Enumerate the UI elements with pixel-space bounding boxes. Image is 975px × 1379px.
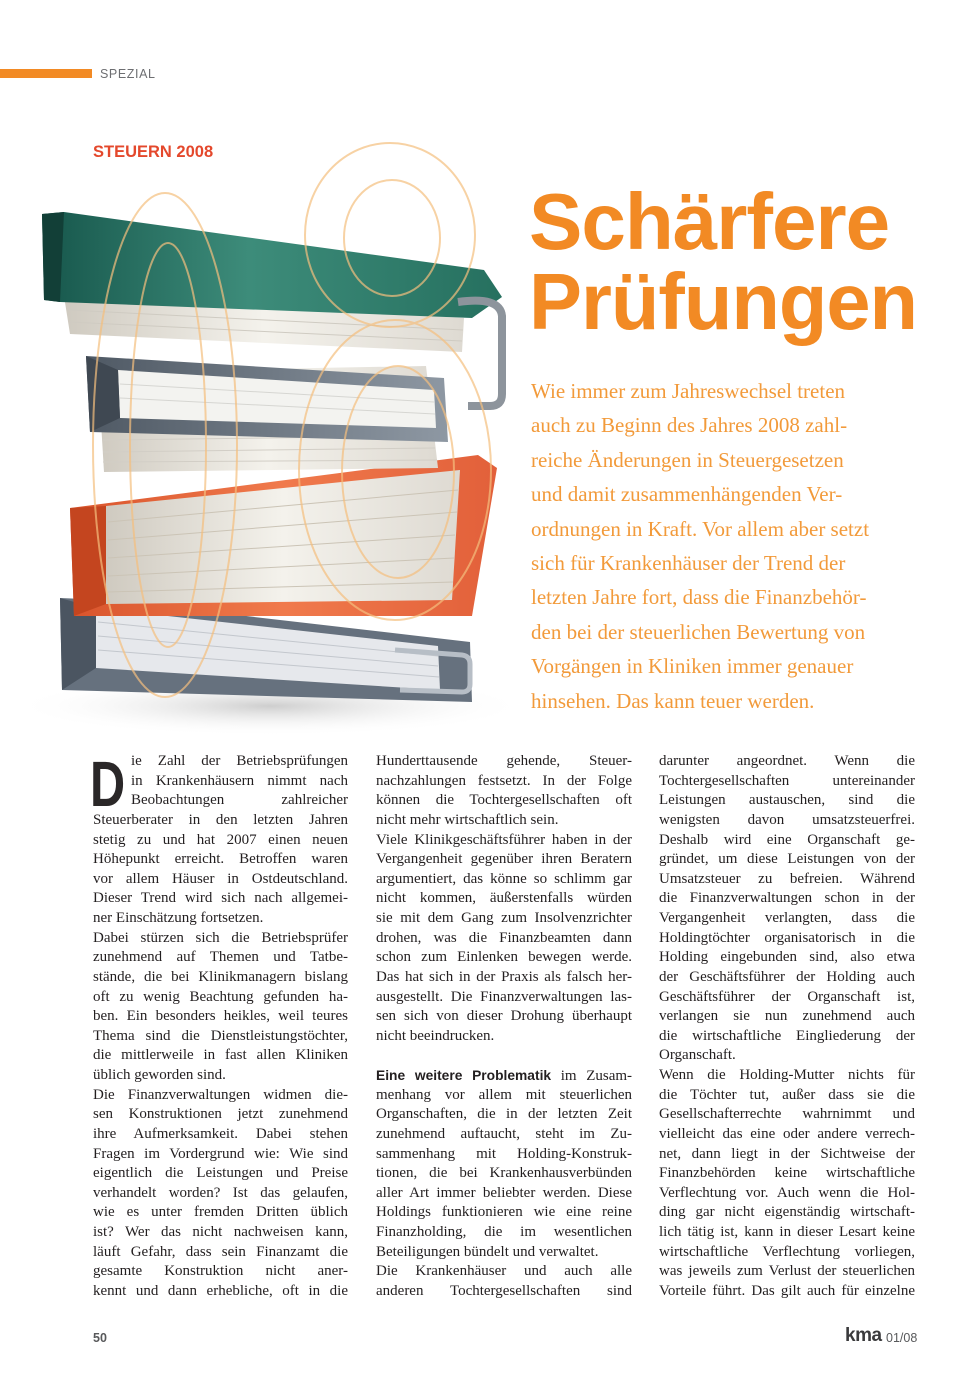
line-text: können die Tochtergesellschaften oft xyxy=(376,792,632,809)
text-line xyxy=(93,791,348,811)
line-text: ben. Ein besonders heikles, weil teures xyxy=(93,1008,348,1025)
text-line xyxy=(376,1007,632,1027)
line-text: Die Krankenhäuser und auch alle xyxy=(376,1263,632,1280)
text-line xyxy=(376,948,632,968)
lead-in: Eine weitere Problematik xyxy=(376,1068,552,1083)
line-text: Steuerberater in den letzten Jahren xyxy=(93,811,348,828)
title-line: Prüfungen xyxy=(529,257,917,346)
line-text: der Geschäftsführer der Holding auch xyxy=(659,968,915,985)
text-line xyxy=(93,1262,348,1282)
line-text: kennt und dann erhebliche, oft in die xyxy=(93,1282,348,1299)
text-line xyxy=(659,1262,915,1282)
line-text: was jeweils zum Verlust der steuerlichen xyxy=(659,1263,915,1280)
paragraph xyxy=(93,1086,348,1302)
text-line xyxy=(93,988,348,1008)
text-line xyxy=(93,968,348,988)
text-line xyxy=(93,948,348,968)
line-text: darunter angeordnet. Wenn die xyxy=(659,753,915,769)
lead-line: auch zu Beginn des Jahres 2008 zahl- xyxy=(531,413,848,438)
text-line xyxy=(659,948,915,968)
lead-line: und damit zusammenhängenden Ver- xyxy=(531,482,843,507)
section-label: SPEZIAL xyxy=(100,67,156,81)
text-line xyxy=(659,1282,915,1302)
text-line xyxy=(93,1223,348,1243)
text-line xyxy=(659,988,915,1008)
text-line xyxy=(376,1027,632,1047)
text-line xyxy=(659,1007,915,1027)
line-text: Wenn die Holding-Mutter nichts für xyxy=(659,1067,915,1083)
lead-line: letzten Jahre fort, dass die Finanzbehör- xyxy=(531,585,867,610)
text-line xyxy=(659,1086,915,1106)
text-line xyxy=(376,1184,632,1204)
text-line xyxy=(376,1243,632,1263)
text-line xyxy=(93,1282,348,1302)
lead-line: hinsehen. Das kann teuer werden. xyxy=(531,688,815,713)
text-line xyxy=(93,752,348,772)
text-line xyxy=(376,870,632,890)
text-line xyxy=(93,850,348,870)
line-text: ausgestellt. Die Finanzverwaltungen las- xyxy=(376,988,632,1005)
line-text: Geschäftsführer der Organschaft ist, xyxy=(659,988,915,1005)
text-line xyxy=(376,1223,632,1243)
line-text: läuft Gefahr, dass sein Finanzamt die xyxy=(93,1243,348,1260)
text-line xyxy=(659,929,915,949)
text-line xyxy=(659,1203,915,1223)
line-text: gesamte Konstruktion nicht aner- xyxy=(93,1263,348,1280)
line-text: ding gar nicht eigenständig wirtschaft- xyxy=(659,1204,915,1221)
article-column-3 xyxy=(659,752,915,1302)
text-line xyxy=(93,1125,348,1145)
text-line xyxy=(659,811,915,831)
line-text: stände, die bei Klinikmanagern bislang xyxy=(93,968,348,985)
line-text: gründet, um diese Leistungen von der xyxy=(659,851,915,868)
text-line xyxy=(376,1066,632,1086)
text-line xyxy=(376,968,632,988)
kicker-heading: STEUERN 2008 xyxy=(93,143,214,161)
line-text: üblich geworden sind. xyxy=(93,1067,226,1083)
line-text: zunehmend auf Themen und Tatbe- xyxy=(93,949,348,966)
article-column-1 xyxy=(93,752,348,1302)
line-text: Beobachtungen zahlreicher xyxy=(131,792,348,809)
lead-line: den bei der steuerlichen Bewertung von xyxy=(531,619,866,644)
text-line xyxy=(659,791,915,811)
line-text: Organschaft. xyxy=(659,1047,736,1064)
line-text: Die Finanzverwaltungen widmen die- xyxy=(93,1086,348,1103)
line-text: Thema sind die Dienstleistungstöchter, xyxy=(93,1027,348,1044)
lead-line: ordnungen in Kraft. Vor allem aber setzt xyxy=(531,516,870,541)
text-line xyxy=(93,1164,348,1184)
text-line xyxy=(376,1105,632,1125)
text-line xyxy=(376,909,632,929)
line-text: aller Art immer beliebter werden. Diese xyxy=(376,1184,632,1201)
line-text: drohen, was die Finanzbeamten dann xyxy=(376,929,632,946)
line-text: Vergangenheit verlangten, dass die xyxy=(659,910,915,926)
line-text: stetig zu und hat 2007 einen neuen xyxy=(93,831,348,848)
line-text: sie mit dem Gang zum Insolvenzrichter xyxy=(376,910,632,926)
text-line xyxy=(93,1105,348,1125)
magazine-logo: kma xyxy=(845,1325,882,1346)
text-line xyxy=(659,752,915,772)
line-text: Gesellschafterrechte wahrnimmt und xyxy=(659,1106,915,1123)
paragraph xyxy=(376,1066,632,1262)
line-text: die Finanzverwaltungen schon in der xyxy=(659,890,915,907)
text-line xyxy=(376,831,632,851)
line-text: sen sich von dieser Drohung überhaupt xyxy=(376,1008,632,1025)
text-line xyxy=(376,752,632,772)
text-line xyxy=(93,889,348,909)
text-line xyxy=(93,1027,348,1047)
drop-cap: D xyxy=(90,748,126,820)
text-line xyxy=(93,1046,348,1066)
page-number: 50 xyxy=(93,1331,107,1345)
line-text: wenigsten davon umsatzsteuerfrei. xyxy=(659,811,915,828)
paragraph xyxy=(376,752,632,831)
paragraph xyxy=(93,929,348,1086)
binder-stack-illustration xyxy=(0,120,530,740)
line-text: menhang vor allem mit steuerlichen xyxy=(376,1086,632,1103)
line-text: Umsatzsteuer zu befreien. Während xyxy=(659,870,915,887)
text-line xyxy=(93,870,348,890)
text-line xyxy=(659,1223,915,1243)
article-column-2 xyxy=(376,752,632,1302)
text-line xyxy=(659,850,915,870)
text-line xyxy=(93,929,348,949)
binder-pages xyxy=(106,470,460,604)
line-text: Höhepunkt erreicht. Betroffen waren xyxy=(93,851,348,868)
line-text: zunehmend auftaucht, steht im Zu- xyxy=(376,1125,632,1142)
line-text: ner Einschätzung fortsetzen. xyxy=(93,910,264,926)
text-line xyxy=(376,850,632,870)
text-line xyxy=(659,1243,915,1263)
lead-line: reiche Änderungen in Steuergesetzen xyxy=(531,447,844,472)
paragraph xyxy=(93,752,348,929)
line-text: verlangen sie nun zunehmend auch xyxy=(659,1008,915,1025)
line-text: Dabei stürzen sich die Betriebsprüfer xyxy=(93,929,348,946)
text-line xyxy=(659,1046,915,1066)
text-line xyxy=(659,1184,915,1204)
line-text: die wirtschaftliche Eingliederung der xyxy=(659,1027,915,1044)
line-text: tionen, die bei Krankenhausverbünden xyxy=(376,1165,632,1182)
text-line xyxy=(659,772,915,792)
text-line xyxy=(93,1145,348,1165)
line-text: ist? Wer das nicht nachweisen kann, xyxy=(93,1224,348,1240)
line-text: Vorteile führt. Das gilt auch für einzelne xyxy=(659,1282,915,1299)
text-line xyxy=(93,1066,348,1086)
text-line xyxy=(376,988,632,1008)
text-line xyxy=(93,811,348,831)
text-line xyxy=(659,831,915,851)
line-text: argumentiert, das könne so schlimm gar xyxy=(376,870,632,887)
line-text: Fragen im Vordergrund wie: Wie sind xyxy=(93,1145,348,1162)
lead-line: Wie immer zum Jahreswechsel treten xyxy=(531,379,846,403)
lead-line: Vorgängen in Kliniken immer genauer xyxy=(531,654,854,679)
text-line xyxy=(376,1203,632,1223)
text-line xyxy=(376,791,632,811)
article-title xyxy=(529,177,917,346)
paragraph xyxy=(659,1066,915,1302)
line-text: wie es unter fremden Dritten üblich xyxy=(93,1204,348,1221)
line-text: Leistungen austauschen, sind die xyxy=(659,792,915,809)
line-text: Viele Klinikgeschäftsführer haben in der xyxy=(376,831,632,848)
text-line xyxy=(376,772,632,792)
text-line xyxy=(659,968,915,988)
line-text: Deshalb wird eine Organschaft ge- xyxy=(659,831,915,848)
paragraph xyxy=(376,831,632,1047)
line-text: Holding eingebunden sind, also etwa xyxy=(659,949,915,966)
text-line xyxy=(376,811,632,831)
line-text: net, dann liegt in der Sichtweise der xyxy=(659,1145,915,1162)
line-text: Verflechtung vor. Auch wenn die Hol- xyxy=(659,1184,915,1201)
lead-paragraph xyxy=(531,374,915,718)
text-line xyxy=(376,929,632,949)
line-text: im Zusam- xyxy=(560,1068,633,1084)
text-line xyxy=(93,772,348,792)
section-color-bar xyxy=(0,69,92,78)
line-text: nachzahlungen festsetzt. In der Folge xyxy=(376,772,632,789)
line-text: Holdings funktionieren wie eine reine xyxy=(376,1204,632,1221)
line-text: Hunderttausende gehende, Steuer- xyxy=(376,753,632,769)
line-text: Beteiligungen bündelt und verwaltet. xyxy=(376,1243,599,1260)
line-text: Dieser Trend wird sich nach allgemei- xyxy=(93,890,348,907)
text-line xyxy=(93,909,348,929)
line-text: Organschaften, die in der letzten Zeit xyxy=(376,1106,632,1123)
line-text: lich tätig ist, kann in dieser Lesart keine xyxy=(659,1224,915,1240)
line-text: Finanzholding, die im wesentlichen xyxy=(376,1224,632,1240)
text-line xyxy=(376,1086,632,1106)
line-text: sen Konstruktionen jetzt zunehmend xyxy=(93,1106,348,1123)
text-line xyxy=(659,1164,915,1184)
text-line xyxy=(93,1184,348,1204)
line-text: oft zu wenig Beachtung gefunden ha- xyxy=(93,988,348,1005)
title-line: Schärfere xyxy=(529,177,890,266)
text-line xyxy=(93,1086,348,1106)
text-line xyxy=(376,1262,632,1282)
text-line xyxy=(659,1027,915,1047)
line-text: Finanzbehörden keine wirtschaftliche xyxy=(659,1165,915,1182)
line-text: anderen Tochtergesellschaften sind xyxy=(376,1282,632,1299)
text-line xyxy=(376,1282,632,1302)
line-text: verhandelt worden? Ist das gelaufen, xyxy=(93,1184,348,1201)
paragraph xyxy=(659,752,915,1066)
line-text: vielleicht das eine oder andere verrech- xyxy=(659,1125,915,1142)
line-text: sammenhang mit Holding-Konstruk- xyxy=(376,1145,632,1162)
text-line xyxy=(659,1145,915,1165)
paragraph xyxy=(376,1262,632,1301)
text-line xyxy=(93,1243,348,1263)
line-text: wirtschaftliche Verflechtung vorliegen, xyxy=(659,1243,915,1260)
line-text: nicht beeindrucken. xyxy=(376,1027,495,1044)
text-line xyxy=(659,870,915,890)
line-text: Vergangenheit gegenüber ihren Beratern xyxy=(376,851,632,868)
binder-cover xyxy=(42,212,502,318)
line-text: in Krankenhäusern nimmt nach xyxy=(131,772,348,789)
line-text: die Töchter tut, außer dass sie die xyxy=(659,1086,915,1103)
text-line xyxy=(376,889,632,909)
line-text: die mittlerweile in fast allen Kliniken xyxy=(93,1047,348,1064)
line-text: schon zum Einlenken bewegen werde. xyxy=(376,949,632,966)
line-text: Tochtergesellschaften untereinander xyxy=(659,772,915,789)
text-line xyxy=(659,1066,915,1086)
text-line xyxy=(93,1203,348,1223)
line-text: eigentlich die Leistungen und Preise xyxy=(93,1165,348,1182)
text-line xyxy=(659,889,915,909)
text-line xyxy=(93,1007,348,1027)
line-text: nicht mehr wirtschaftlich sein. xyxy=(376,811,559,828)
text-line xyxy=(659,1125,915,1145)
text-line xyxy=(659,909,915,929)
line-text: nicht kommen, äußerstenfalls würden xyxy=(376,890,632,907)
text-line xyxy=(376,1164,632,1184)
line-text: ihre Aufmerksamkeit. Dabei stehen xyxy=(93,1125,348,1142)
line-text: Das hat sich in der Praxis als falsch her- xyxy=(376,968,632,985)
lead-line: sich für Krankenhäuser der Trend der xyxy=(531,550,846,575)
text-line xyxy=(376,1125,632,1145)
line-text: Holdingtöchter organisatorisch in die xyxy=(659,929,915,946)
text-line xyxy=(376,1145,632,1165)
line-text: vor allem Häuser in Ostdeutschland. xyxy=(93,870,348,887)
text-line xyxy=(659,1105,915,1125)
text-line xyxy=(93,831,348,851)
line-text: ie Zahl der Betriebsprüfungen xyxy=(131,753,348,769)
issue-number: 01/08 xyxy=(886,1331,918,1345)
